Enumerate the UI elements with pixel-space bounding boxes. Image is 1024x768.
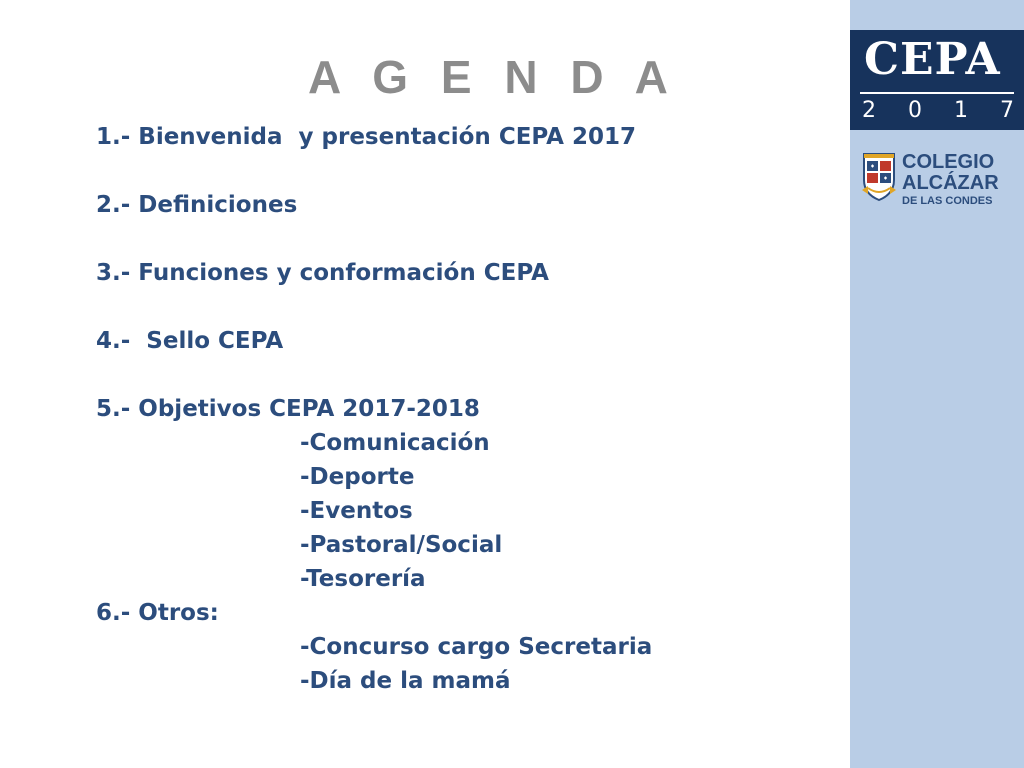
- school-name-line1: COLEGIO: [902, 151, 995, 173]
- agenda-item: 4.- Sello CEPA: [96, 328, 284, 354]
- school-name-line2: ALCÁZAR: [902, 172, 999, 194]
- cepa-logo-divider: [860, 92, 1014, 94]
- school-name-line3: DE LAS CONDES: [902, 195, 993, 207]
- agenda-item: 1.- Bienvenida y presentación CEPA 2017: [96, 124, 636, 150]
- cepa-logo-year-digit: 7: [1000, 98, 1014, 123]
- agenda-item: 3.- Funciones y conformación CEPA: [96, 260, 549, 286]
- agenda-item: 6.- Otros:: [96, 600, 219, 626]
- cepa-logo-year-digit: 1: [954, 98, 968, 123]
- cepa-logo-year-digit: 2: [862, 98, 876, 123]
- cepa-logo: [850, 30, 1024, 130]
- agenda-subitem: -Comunicación: [300, 430, 490, 456]
- agenda-item: 2.- Definiciones: [96, 192, 298, 218]
- agenda-subitem: -Pastoral/Social: [300, 532, 503, 558]
- agenda-subitem: -Día de la mamá: [300, 668, 511, 694]
- school-logo: [862, 150, 1022, 210]
- agenda-subitem: -Tesorería: [300, 566, 426, 592]
- cepa-logo-word: CEPA: [864, 34, 1001, 85]
- cepa-logo-year-digit: 0: [908, 98, 922, 123]
- school-name: [902, 152, 999, 207]
- agenda-subitem: -Deporte: [300, 464, 415, 490]
- agenda-subitem: -Concurso cargo Secretaria: [300, 634, 653, 660]
- slide-title: A G E N D A: [308, 51, 678, 103]
- agenda-item: 5.- Objetivos CEPA 2017-2018: [96, 396, 480, 422]
- school-crest-icon: [862, 150, 896, 202]
- agenda-subitem: -Eventos: [300, 498, 413, 524]
